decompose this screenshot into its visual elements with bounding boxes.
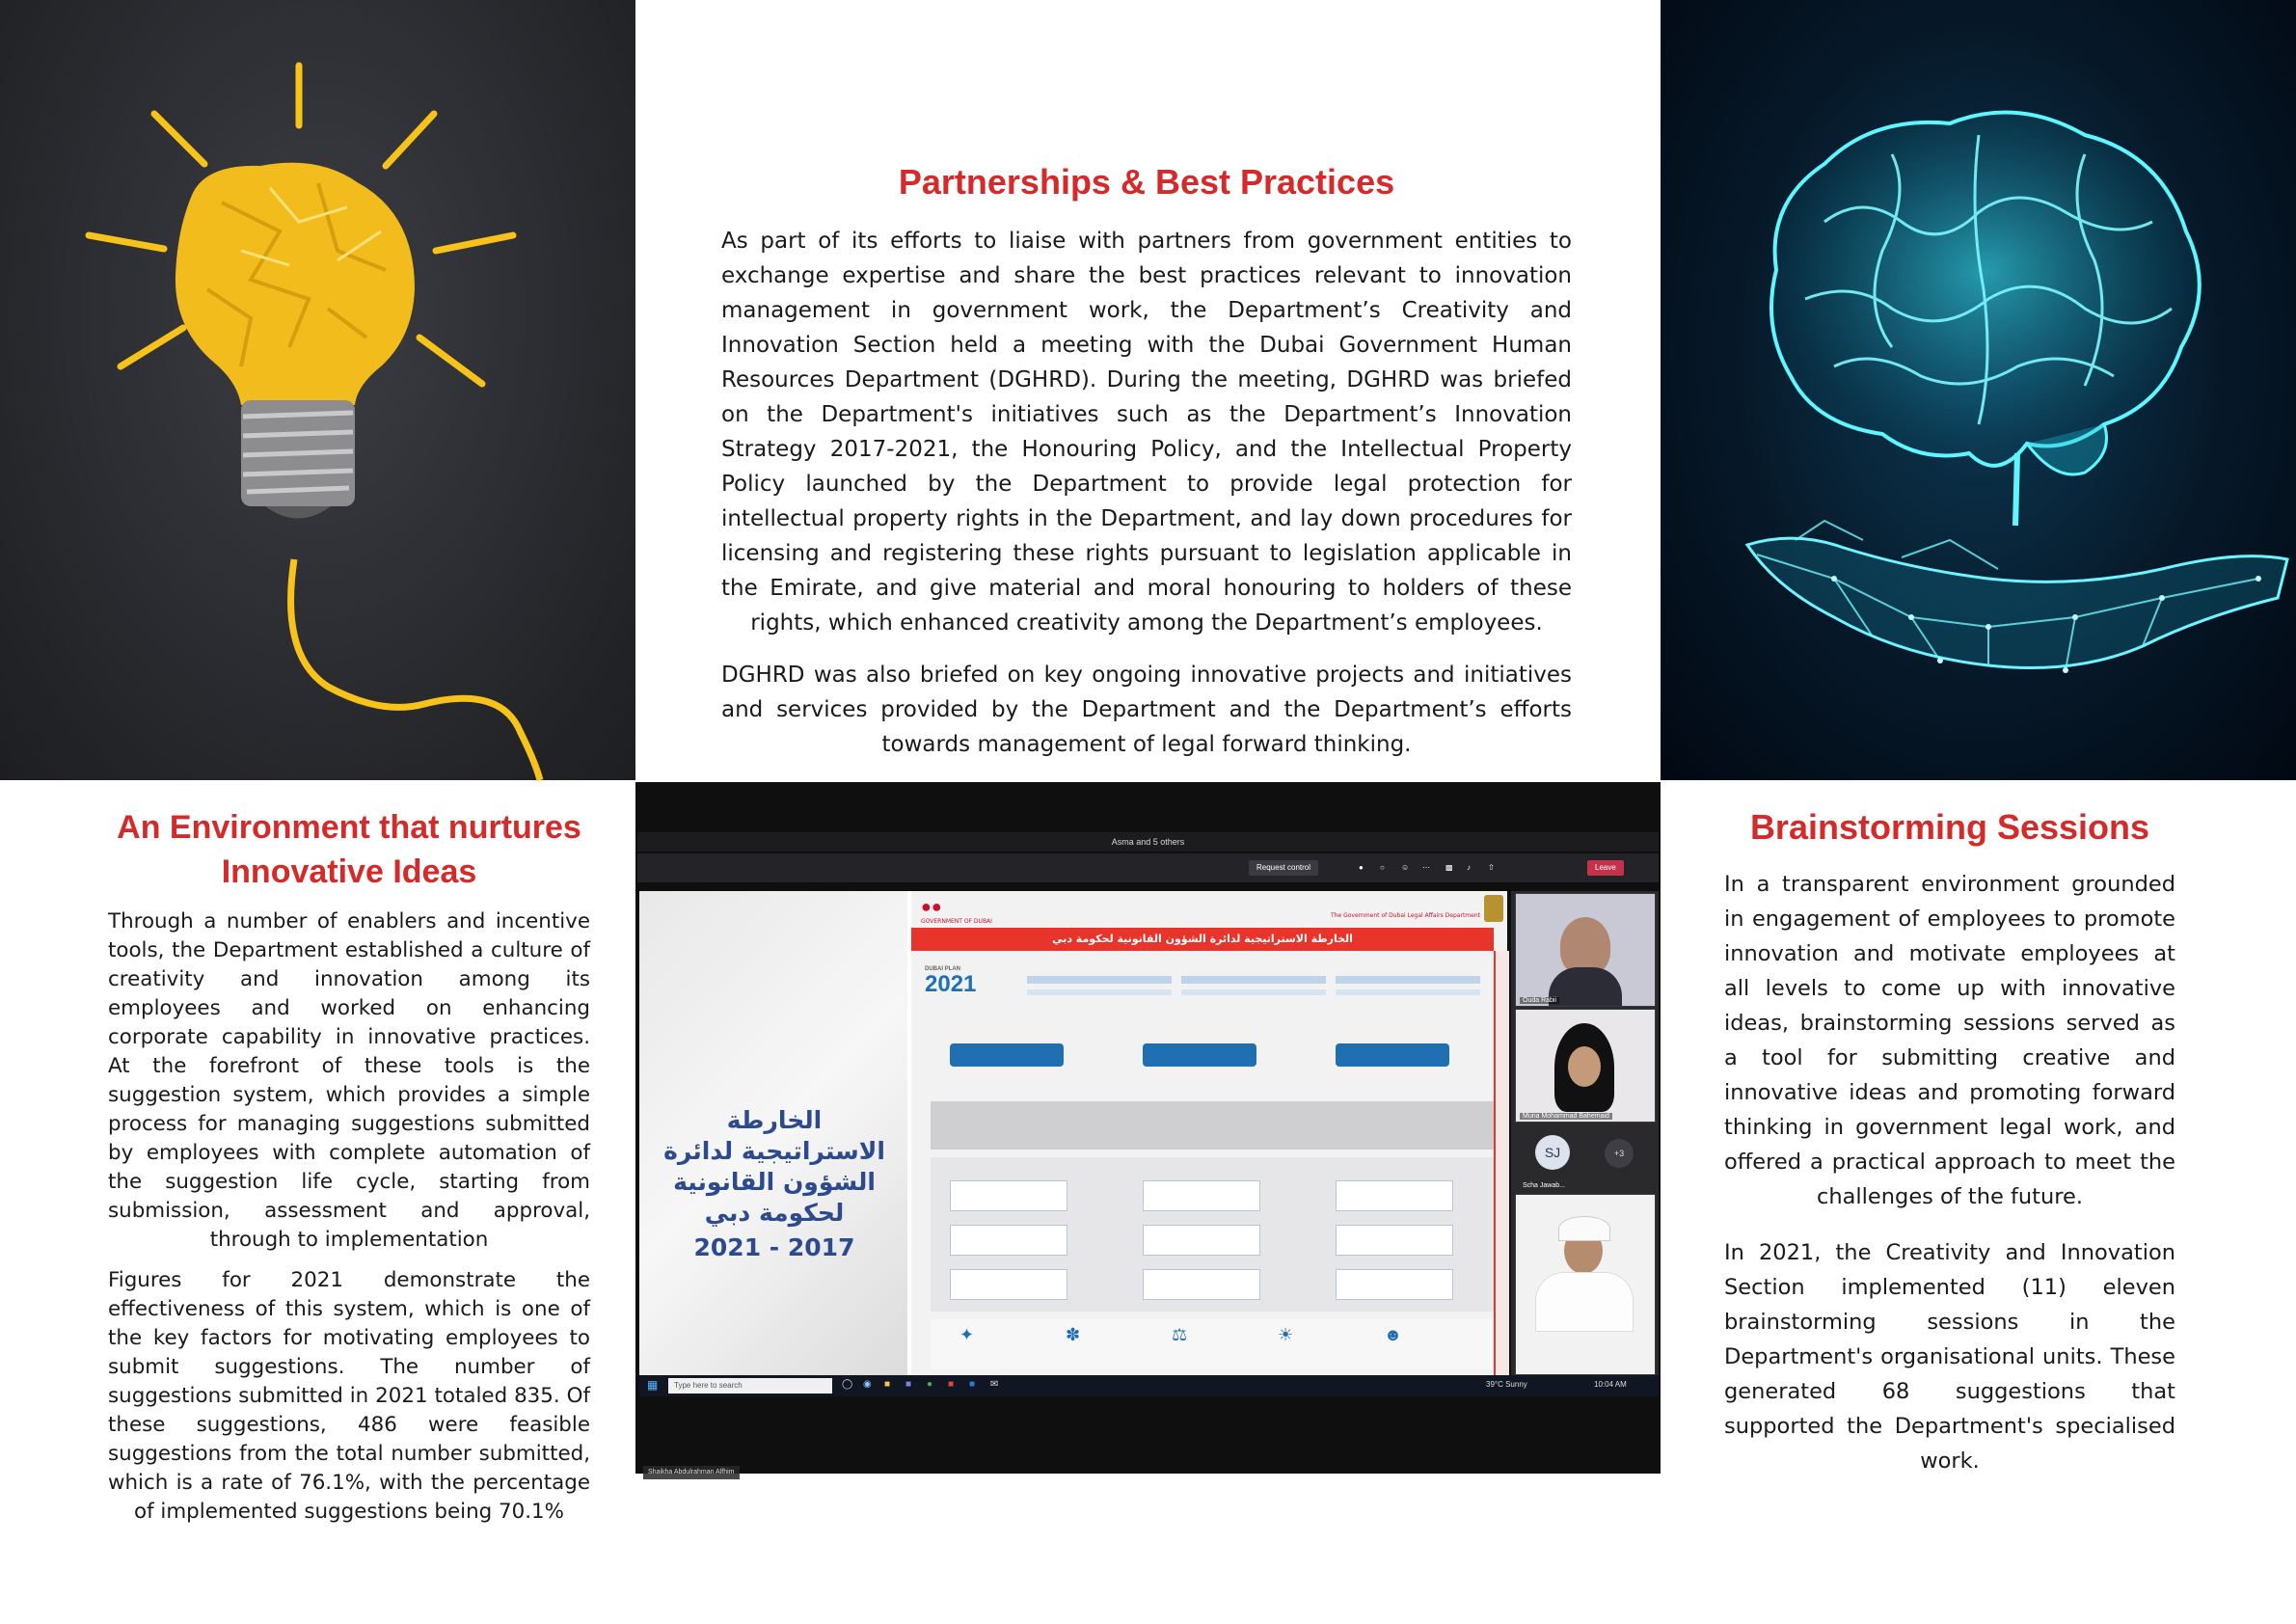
slide-side-tabs [1494, 951, 1509, 1375]
brainstorming-title: Brainstorming Sessions [1749, 807, 2150, 847]
brainstorming-section [1724, 805, 2175, 1478]
participant-kandura [1535, 1272, 1634, 1332]
environment-title: An Environment that nurtures Innovative Ideas [117, 809, 581, 890]
vision-text-line-2 [1027, 989, 1172, 995]
slide-cover [639, 891, 907, 1375]
participant-tile-3[interactable] [1515, 1124, 1656, 1192]
dubai-plan-year: 2021 [925, 971, 977, 997]
powerpoint-icon[interactable]: ■ [948, 1379, 955, 1390]
participant-tile-4[interactable] [1515, 1194, 1656, 1375]
initiative-box-6 [1336, 1225, 1453, 1256]
initiative-box-4 [950, 1225, 1067, 1256]
values-text-line-2 [1336, 989, 1480, 995]
meeting-window-title: Asma and 5 others [637, 832, 1659, 852]
windows-taskbar [639, 1375, 1659, 1396]
government-of-dubai-label: GOVERNMENT OF DUBAI [921, 918, 992, 925]
department-label: The Government of Dubai Legal Affairs Department [1331, 912, 1480, 919]
environment-paragraph-1: Through a number of enablers and incentive tools, the Department established a culture of creativity and innovation among its employees and worked on enhancing corporate capability in innovative practices. At the forefront of these tools is the suggestion system, which provides a simple process for managing suggestions submitted by employees with complete automation of the suggestion life cycle, starting from submission, assessment and approval, through to implementation [108, 909, 590, 1252]
chrome-icon[interactable]: ● [927, 1379, 933, 1390]
participant-face [1560, 917, 1610, 975]
edge-browser-icon[interactable]: ◉ [863, 1379, 872, 1390]
initiative-box-1 [950, 1180, 1067, 1211]
teams-app-icon[interactable]: ■ [905, 1379, 912, 1390]
network-icon: ✽ [1066, 1325, 1081, 1344]
windows-start-icon[interactable]: ▦ [647, 1378, 659, 1392]
partnerships-title: Partnerships & Best Practices [898, 162, 1395, 202]
initiative-box-3 [1336, 1180, 1453, 1211]
leave-button[interactable]: Leave [1587, 860, 1624, 876]
participant-tile-2[interactable] [1515, 1009, 1656, 1123]
brainstorming-paragraph-1: In a transparent environment grounded in engagement of employees to promote innovation and motivate employees at all levels to come up with innovative ideas, brainstorming sessions served as a tool for submitting creative and innovative ideas and promoting forward thinking in government legal work, and offered a practical approach to meet the challenges of the future. [1724, 872, 2175, 1209]
objective-pill-3 [1336, 1043, 1449, 1067]
digital-brain-illustration [1661, 0, 2296, 780]
request-control-button[interactable]: Request control [1249, 860, 1318, 876]
government-of-dubai-logo: ●● [921, 897, 942, 916]
dubai-plan-label: DUBAI PLAN [925, 966, 960, 972]
crumpled-paper-lightbulb-illustration [0, 0, 635, 780]
initiative-box-2 [1143, 1180, 1260, 1211]
scales-icon: ⚖ [1172, 1325, 1188, 1344]
values-text-line [1336, 976, 1480, 984]
slide-cover-arabic-title: الخارطة الاستراتيجية لدائرة الشؤون القانونية لحكومة دبي [663, 1106, 885, 1227]
participant-name-2: Muna Mohammad Bahemaid [1520, 1113, 1612, 1120]
slide-cover-years: 2021 - 2017 [693, 1233, 855, 1261]
taskbar-search-box[interactable]: Type here to search [668, 1378, 832, 1394]
environment-paragraph-2: Figures for 2021 demonstrate the effectiveness of this system, which is one of the key factors for motivating employees to submit suggestions. The number of suggestions submitted in 2021 totaled 835. Of these suggestions, 486 were feasible suggestions from the total number submitted, which is a rate of 76.1%, with the percentage of implemented suggestions being 70.1% [108, 1268, 590, 1524]
task-view-icon[interactable]: ◯ [842, 1379, 853, 1390]
initiative-box-9 [1336, 1269, 1453, 1300]
presenter-name-badge: Shaikha Abdulrahman Alfhim [643, 1466, 740, 1479]
vision-text-line [1027, 976, 1172, 984]
participant-initials-avatar: SJ [1535, 1135, 1570, 1170]
video-meeting-screenshot [635, 782, 1661, 1474]
system-clock[interactable]: 10:04 AM [1594, 1380, 1627, 1389]
strategy-map-slide [911, 891, 1507, 1375]
slide-cover-title [659, 1105, 890, 1263]
more-participants-badge[interactable]: +3 [1605, 1139, 1634, 1168]
word-icon[interactable]: ■ [969, 1379, 976, 1390]
brainstorming-paragraph-2: In 2021, the Creativity and Innovation Section implemented (11) eleven brainstorming sessions in the Department's organisational units. These generated 68 suggestions that supported the Department's specialised work. [1724, 1240, 2175, 1474]
participant-name-3: Scha Jawab... [1523, 1182, 1565, 1189]
file-explorer-icon[interactable]: ■ [884, 1379, 891, 1390]
share-screen-icon[interactable]: ⇧ [1488, 863, 1495, 872]
reactions-icon[interactable]: ☺ [1401, 863, 1410, 872]
lightbulb-icon: ☀ [1278, 1325, 1294, 1344]
mission-text-line-2 [1181, 989, 1326, 995]
more-options-icon[interactable]: ⋯ [1422, 863, 1430, 872]
participant-ghutra [1558, 1216, 1610, 1241]
objective-pill-2 [1143, 1043, 1256, 1067]
department-emblem-icon [1484, 895, 1503, 922]
participant-name-1: Ouda Rabii [1520, 997, 1559, 1004]
brain-hand-image [1661, 0, 2296, 780]
environment-section [108, 805, 590, 1527]
meeting-toolbar [637, 853, 1659, 882]
pillars-row [931, 1319, 1499, 1369]
microphone-icon[interactable]: ♪ [1467, 863, 1471, 872]
initiative-box-8 [1143, 1269, 1260, 1300]
outlook-icon[interactable]: ✉ [990, 1379, 999, 1390]
weather-widget[interactable]: 39°C Sunny [1486, 1380, 1527, 1389]
participants-panel [1511, 891, 1659, 1375]
participant-face [1568, 1046, 1601, 1087]
goals-row [931, 1101, 1499, 1150]
partnerships-paragraph-1: As part of its efforts to liaise with partners from government entities to exchange expertise and share the best practices relevant to innovation management in government work, the Department’s Creativity and Innovation Section held a meeting with the Dubai Government Human Resources Department (DGHRD). During the meeting, DGHRD was briefed on the Department's initiatives such as the Department’s Innovation Strategy 2017-2021, the Honouring Policy, and the Intellectual Property Policy launched by the Department to provide legal protection for intellectual property rights in the Department, and lay down procedures for licensing and registering these rights pursuant to legislation applicable in the Emirate, and give material and moral honouring to holders of these rights, which enhanced creativity among the Department’s employees. [721, 229, 1572, 636]
chat-icon[interactable]: ○ [1380, 863, 1385, 872]
partnerships-section [721, 162, 1572, 762]
initiative-box-7 [950, 1269, 1067, 1300]
objective-pill-1 [950, 1043, 1064, 1067]
dubai-plan-logo [925, 966, 992, 997]
slide-banner: الخارطة الاستراتيجية لدائرة الشؤون القانونية لحكومة دبي [911, 928, 1494, 951]
participants-icon[interactable]: ● [1359, 863, 1364, 872]
dove-icon: ✦ [959, 1325, 975, 1344]
people-icon: ☻ [1384, 1325, 1402, 1344]
partnerships-paragraph-2: DGHRD was also briefed on key ongoing innovative projects and initiatives and services provided by the Department and the Department’s efforts towards management of legal forward thinking. [721, 663, 1572, 757]
participant-shoulders [1549, 967, 1622, 1006]
mission-text-line [1181, 976, 1326, 984]
lightbulb-image [0, 0, 635, 780]
camera-icon[interactable]: ▩ [1445, 863, 1453, 872]
initiative-box-5 [1143, 1225, 1260, 1256]
participant-tile-1[interactable] [1515, 893, 1656, 1007]
